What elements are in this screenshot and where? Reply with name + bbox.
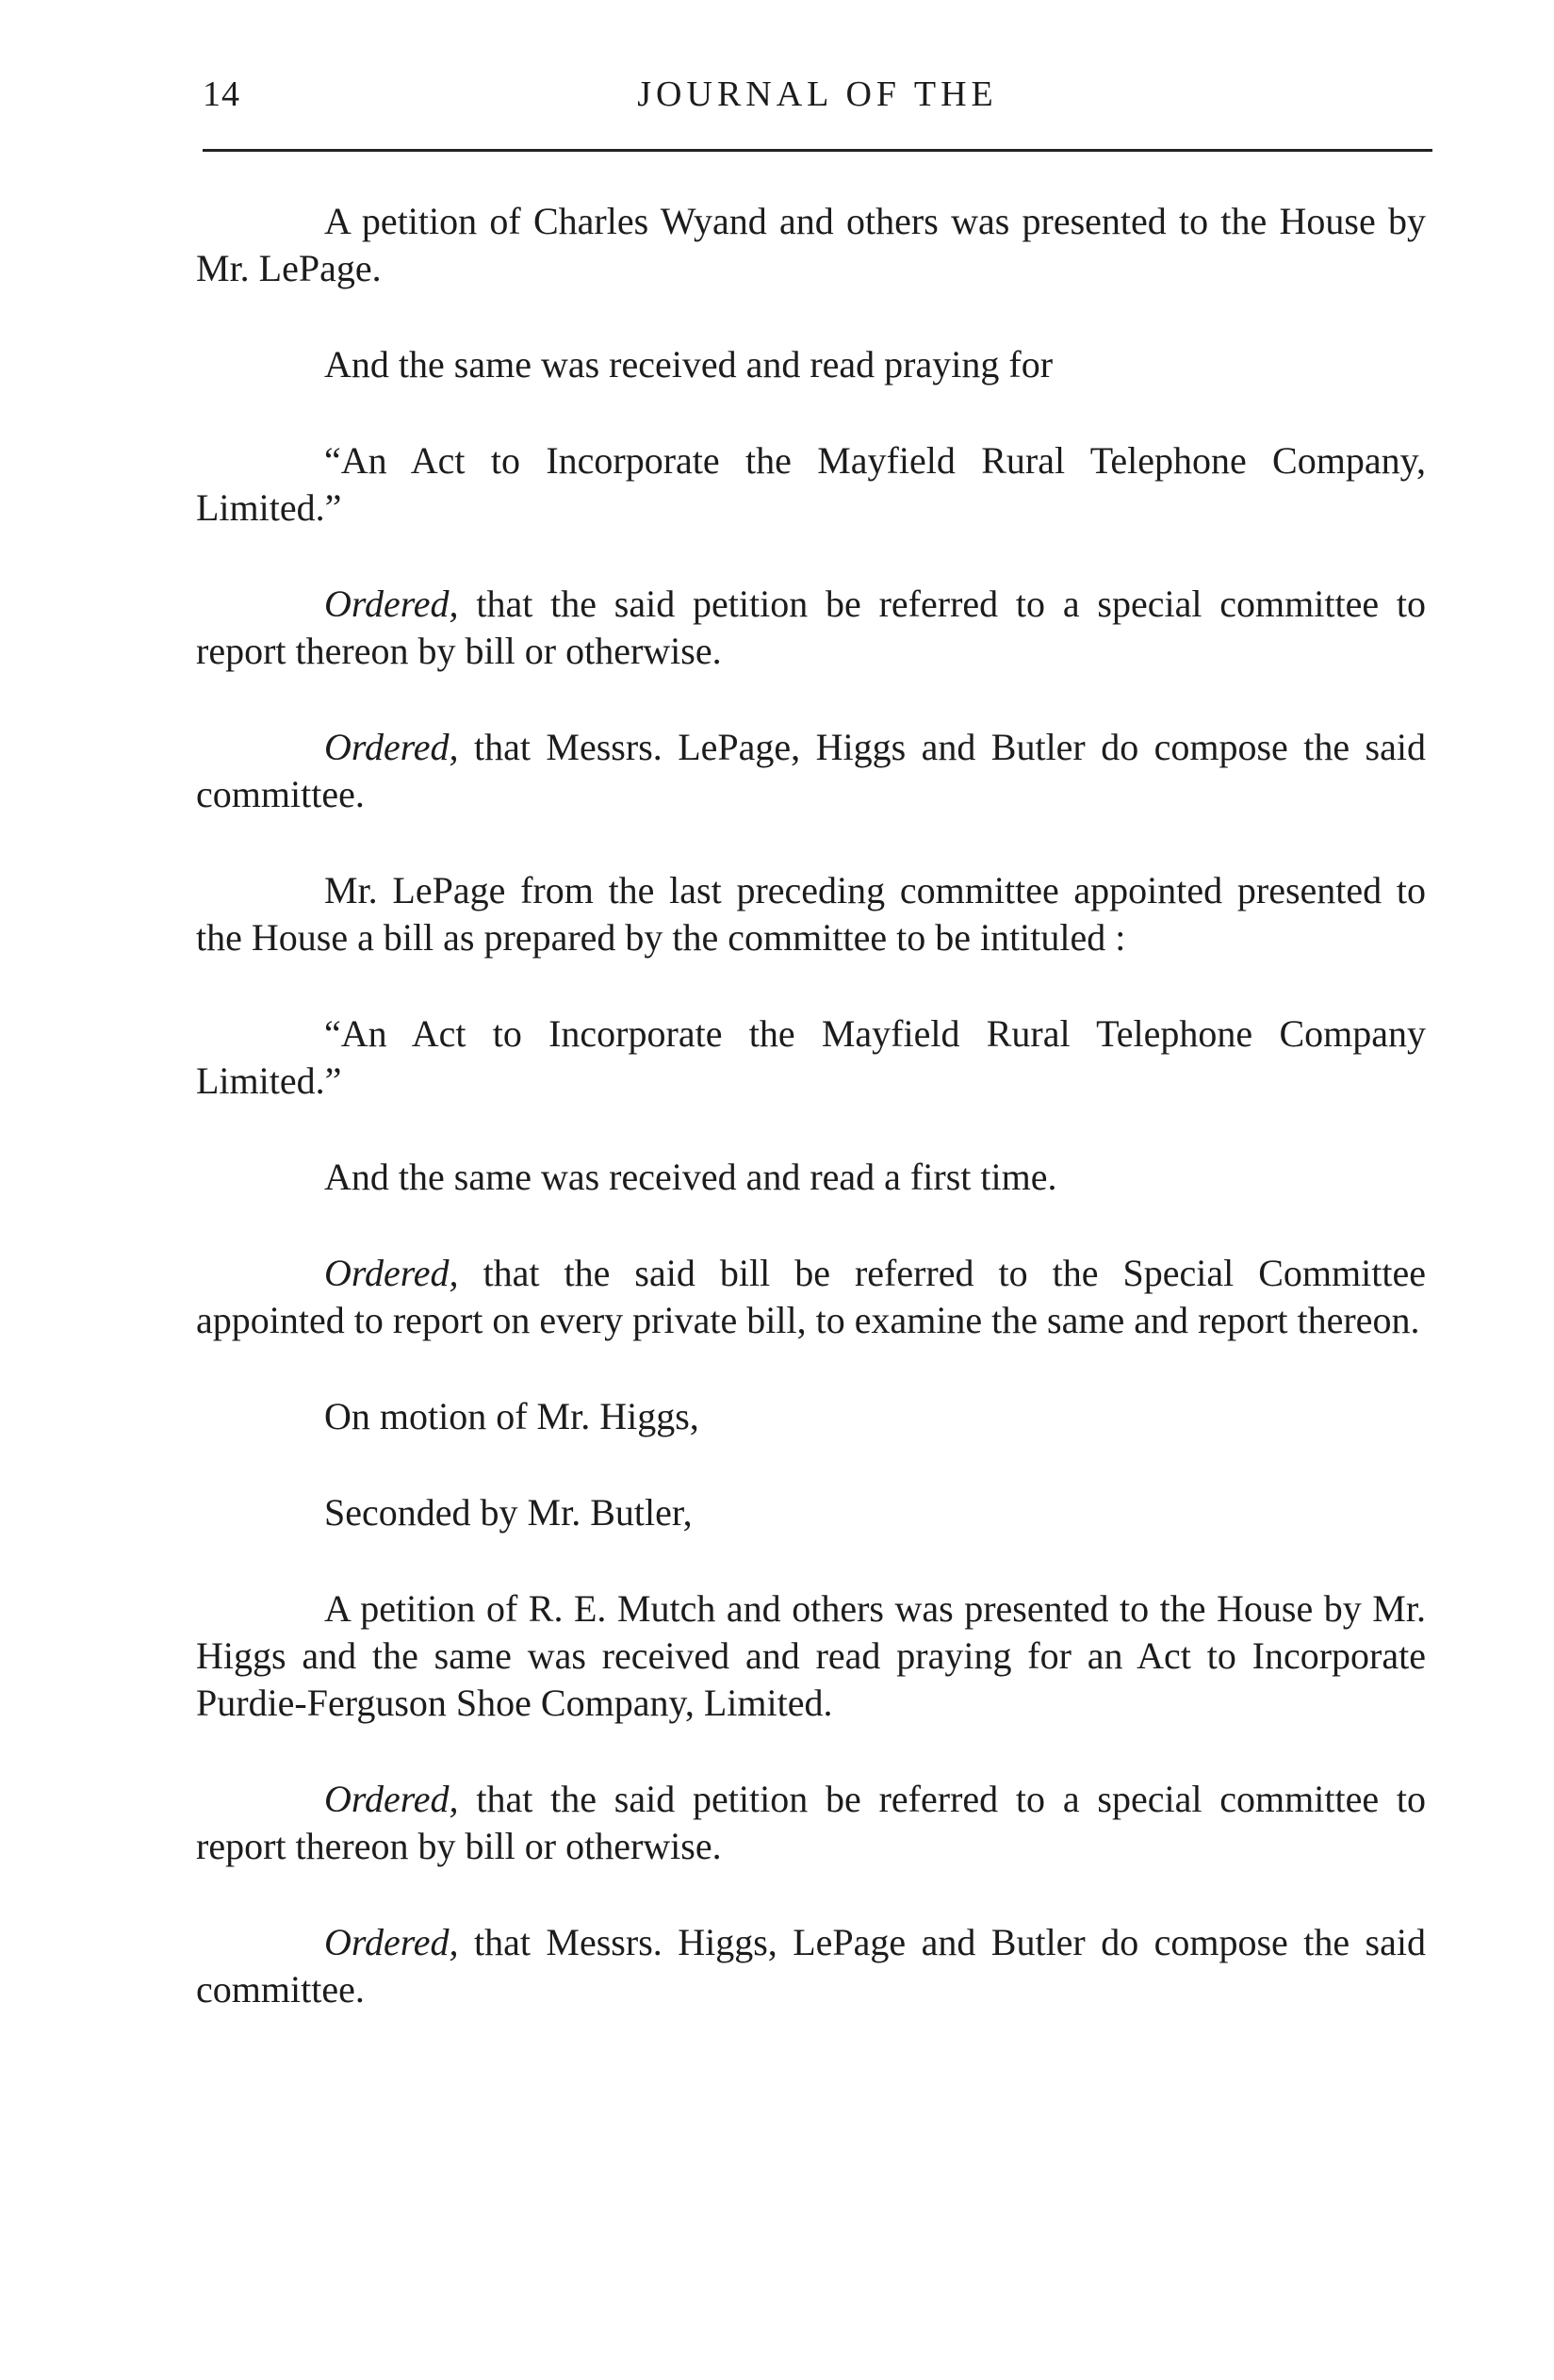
paragraph-ordered-special-committee: [196, 1250, 1426, 1344]
paragraph-act-title-mayfield: [196, 437, 1426, 532]
paragraph-act-title-mayfield-2: [196, 1010, 1426, 1105]
ordered-lead: Ordered,: [324, 583, 459, 625]
paragraph-text: that the said petition be referred to a special committee to report thereon by bill or otherwise.: [196, 583, 1426, 672]
paragraph-text: And the same was received and read praying for: [324, 343, 1054, 386]
paragraph-ordered-referred: [196, 581, 1426, 675]
page-number: 14: [203, 74, 240, 114]
ordered-lead: Ordered,: [324, 1252, 459, 1294]
paragraph-seconded: [196, 1489, 1426, 1536]
paragraph-text: that the said bill be referred to the Special Committee appointed to report on every private bill, to examine the same and report thereon.: [196, 1252, 1426, 1341]
paragraph-petition-wyand: [196, 198, 1426, 292]
ordered-lead: Ordered,: [324, 726, 459, 768]
paragraph-petition-mutch: [196, 1585, 1426, 1727]
paragraph-ordered-committee-2: [196, 1919, 1426, 2013]
paragraph-ordered-committee: [196, 724, 1426, 818]
paragraph-text: Seconded by Mr. Butler,: [324, 1491, 693, 1534]
paragraph-text: “An Act to Incorporate the Mayfield Rural Telephone Company Limited.”: [196, 1012, 1426, 1102]
paragraph-text: A petition of R. E. Mutch and others was presented to the House by Mr. Higgs and the same was received and read praying for an Act to Incorporate Purdie-Ferguson Shoe Company, Limited.: [196, 1587, 1426, 1724]
journal-title: JOURNAL OF THE: [637, 74, 998, 114]
paragraph-text: A petition of Charles Wyand and others was presented to the House by Mr. LePage.: [196, 200, 1426, 289]
paragraph-text: On motion of Mr. Higgs,: [324, 1395, 699, 1437]
paragraph-text: that the said petition be referred to a special committee to report thereon by bill or otherwise.: [196, 1778, 1426, 1867]
paragraph-text: that Messrs. Higgs, LePage and Butler do compose the said committee.: [196, 1921, 1426, 2011]
paragraph-ordered-referred-2: [196, 1776, 1426, 1870]
journal-body: [196, 198, 1426, 2062]
paragraph-text: Mr. LePage from the last preceding committee appointed presented to the House a bill as prepared by the committee to be intituled :: [196, 869, 1426, 959]
ordered-lead: Ordered,: [324, 1778, 459, 1820]
paragraph-first-reading: [196, 1154, 1426, 1201]
paragraph-motion: [196, 1393, 1426, 1440]
paragraph-received-praying: [196, 341, 1426, 388]
paragraph-text: that Messrs. LePage, Higgs and Butler do compose the said committee.: [196, 726, 1426, 815]
header-rule: [203, 149, 1432, 152]
paragraph-lepage-bill: [196, 867, 1426, 961]
paragraph-text: And the same was received and read a first time.: [324, 1156, 1057, 1198]
ordered-lead: Ordered,: [324, 1921, 459, 1963]
paragraph-text: “An Act to Incorporate the Mayfield Rural Telephone Company, Limited.”: [196, 439, 1426, 529]
running-head: [203, 74, 1432, 130]
